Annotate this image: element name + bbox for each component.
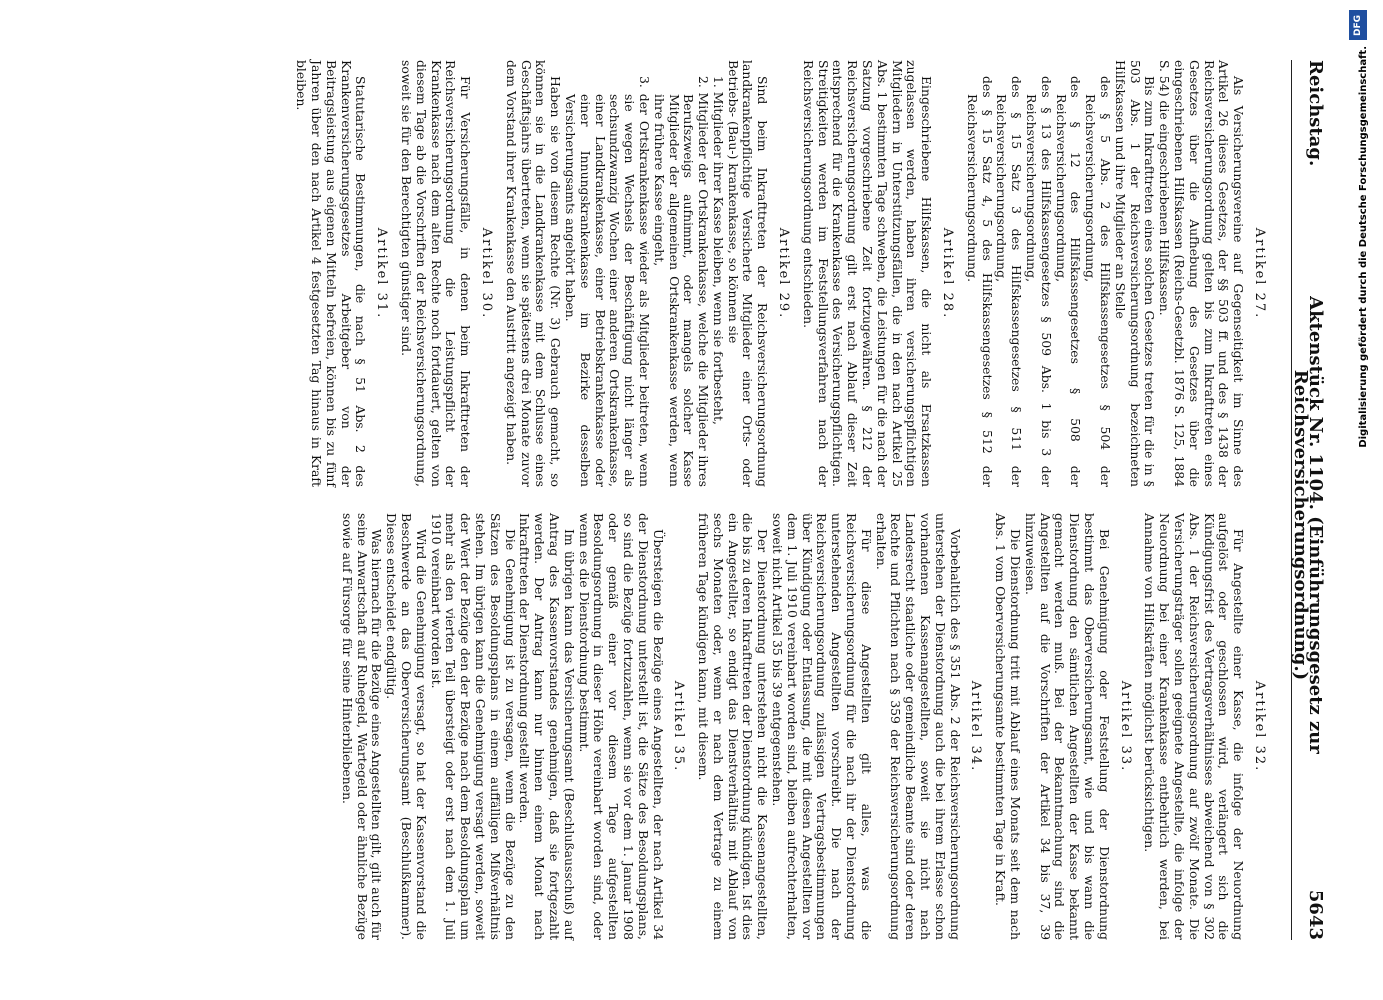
column-left bbox=[98, 60, 1276, 487]
article-28-paragraph-1: Eingeschriebene Hilfskassen, die nicht als Ersatzkassen zugelassen werden, haben ihren versicherungspflichtigen Mitgliedern in Unterstützungsfällen, die in den nach Artikel 25 Abs. 1 bestimmten Tage schweben, die Leistungen für die nach der Satzung vorgeschriebene Zeit fortzugewähren. § 212 der Reichsversicherungsordnung gilt erst nach Ablauf dieser Zeit entsprechend für die Krankenkasse des Versicherungspflichtigen. Streitigkeiten werden im Feststellungsverfahren nach der Reichsversicherungsordnung entschieden. bbox=[800, 60, 935, 487]
list-item: 1. Mitglieder ihrer Kasse bleiben, wenn sie fortbesteht, bbox=[710, 76, 726, 425]
article-29-title: Artikel 29. bbox=[776, 227, 792, 320]
list-item: des § 15 Satz 3 des Hilfskassengesetzes § 511 der Reichsversicherungsordnung, bbox=[994, 76, 1025, 487]
digitization-sidebar bbox=[1351, 0, 1377, 1000]
article-34-paragraph-1: Vorbehaltlich des § 351 Abs. 2 der Reichsversicherungsordnung unterstehen der Dienstordnung auch die bei ihrem Erlasse schon vorhandenen Kassenangestellten, soweit sie nicht nach Landesrecht staatliche oder gemeindliche Beamte sind oder deren Rechte und Pflichten nach § 359 der Reichsversicherungsordnung erhalten. bbox=[873, 513, 963, 940]
article-27-paragraph-2: Bis zum Inkrafttreten eines solchen Gesetzes treten für die in § 503 Abs. 1 der Reichsversicherungsordnung bezeichneten Hilfskassen und ihre Mitglieder an Stelle bbox=[1112, 60, 1158, 487]
article-28-title: Artikel 28. bbox=[940, 227, 956, 320]
digitization-note: Digitalisierung gefördert durch die Deutsche Forschungsgemeinschaft. bbox=[1358, 46, 1369, 448]
article-33-title: Artikel 33. bbox=[1117, 680, 1133, 773]
header-title: Aktenstück Nr. 1104. (Einführungsgesetz zur Reichsversicherungsordnung.) bbox=[1290, 296, 1326, 754]
article-35-paragraph-1: Übersteigen die Bezüge eines Angestellten, der nach Artikel 34 der Dienstordnung unterstellt ist, die Sätze des Besoldungsplans, so sind die Bezüge fortzuzahlen, wenn sie vor dem 1. Januar 1908 oder gemäß einer vor diesem Tage aufgestellten Besoldungsordnung in dieser Höhe vereinbart worden sind, oder wenn es die Dienstordnung bestimmt. bbox=[576, 513, 666, 940]
article-27-list bbox=[964, 60, 1112, 487]
article-33-paragraph-1: Bei Genehmigung oder Feststellung der Dienstordnung bestimmt das Oberversicherungsamt, wie und bis wann die Dienstordnung den sämtlichen Angestellten der Kasse bekannt gemacht werden muß. Bei der Bekanntmachung sind die Angestellten auf die Vorschriften der Artikel 34 bis 37, 39 hinzuweisen. bbox=[1022, 513, 1112, 940]
list-item: des § 15 Satz 4, 5 des Hilfskassengesetzes § 512 der Reichsversicherungsordnung. bbox=[964, 76, 995, 487]
document-page bbox=[98, 60, 1328, 940]
article-30-paragraph-1: Für Versicherungsfälle, in denen beim Inkrafttreten der Reichsversicherungsordnung die Leistungspflicht der Krankenkasse nach dem alten Rechte noch fortdauert, gelten von diesem Tage ab die Vorschriften der Reichsversicherungsordnung, soweit sie für den Berechtigten günstiger sind. bbox=[398, 60, 474, 487]
header-left: Reichstag. bbox=[1305, 60, 1326, 167]
list-item: des § 12 des Hilfskassengesetzes § 508 der Reichsversicherungsordnung, bbox=[1053, 76, 1084, 487]
article-29-paragraph-2: Haben sie von diesem Rechte (Nr. 3) Gebrauch gemacht, so können sie in die Landkrankenkasse mit dem Schlusse eines Geschäftsjahrs übertreten, wenn sie spätestens drei Monate zuvor dem Vorstand ihrer Krankenkasse den Austritt angezeigt haben. bbox=[503, 60, 564, 487]
article-29-list bbox=[562, 60, 725, 487]
text-columns bbox=[98, 60, 1276, 940]
page-number: 5643 bbox=[1305, 889, 1326, 940]
article-30-title: Artikel 30. bbox=[478, 227, 494, 320]
list-item: 2. Mitglieder der Ortskrankenkasse, welche die Mitglieder ihres Berufszweigs aufnimmt, oder mangels solcher Kasse Mitglieder der allgemeinen Ortskrankenkasse werden, wenn ihre frühere Kasse eingeht, bbox=[651, 76, 712, 487]
article-31-paragraph-1: Statutarische Bestimmungen, die nach § 51 Abs. 2 des Krankenversicherungsgesetzes Arbeitgeber von der Beitragsleistung aus eigenen Mitteln befreien, können bis zu fünf Jahren über den nach Artikel 4 festgesetzten Tag hinaus in Kraft bleiben. bbox=[294, 60, 369, 487]
article-33-paragraph-2: Die Dienstordnung tritt mit Ablauf eines Monats seit dem nach Abs. 1 vom Oberversicherungsamte bestimmten Tage in Kraft. bbox=[993, 513, 1024, 940]
list-item: 3. der Ortskrankenkasse wieder als Mitglieder beitreten, wenn sie wegen Wechsels der Beschäftigung nicht länger als sechsundzwanzig Wochen einer anderen Ortskrankenkasse, einer Landkrankenkasse, einer Betriebskrankenkasse oder einer Innungskrankenkasse im Bezirke desselben Versicherungsamts angehört haben. bbox=[562, 76, 652, 487]
article-35-paragraph-5: Was hiernach für die Bezüge eines Angestellten gilt, gilt auch für seine Anwartschaft auf Ruhegeld, Wartegeld oder ähnliche Bezüge sowie auf Fürsorge für seine Hinterbliebenen. bbox=[339, 513, 385, 940]
article-34-title: Artikel 34. bbox=[968, 680, 984, 773]
list-item: des § 5 Abs. 2 des Hilfskassengesetzes § 504 der Reichsversicherungsordnung, bbox=[1083, 76, 1114, 487]
column-right bbox=[98, 513, 1276, 940]
article-27-title: Artikel 27. bbox=[1252, 227, 1267, 320]
article-27-paragraph-1: Als Versicherungsvereine auf Gegenseitigkeit im Sinne des Artikel 26 dieses Gesetzes, der §§ 503 ff. und des § 1438 der Reichsversicherungsordnung gelten bis zum Inkrafttreten eines Gesetzes über die Aufhebung des Gesetzes über die eingeschriebenen Hilfskassen (Reichs-Gesetzbl. 1876 S. 125, 1884 S. 54) die eingeschriebenen Hilfskassen. bbox=[1157, 60, 1247, 487]
dfg-logo: DFG bbox=[1349, 10, 1367, 40]
article-34-paragraph-3: Der Dienstordnung unterstehen nicht die Kassenangestellten, die bis zu deren Inkrafttreten der Dienstordnung kündigen. Ist dies ein Angestellter, so endigt das Dienstverhältnis mit Ablauf von sechs Monaten oder, wenn er nach dem Vertrage zu einem früheren Tage kündigen kann, mit diesem. bbox=[696, 513, 771, 940]
article-32-paragraph-1: Für Angestellte einer Kasse, die infolge der Neuordnung aufgelöst oder geschlossen wird, verlängert sich die Kündigungsfrist des Vertragsverhältnisses abweichend von § 302 Abs. 1 der Reichsversicherungsordnung auf zwölf Monate. Die Versicherungsträger sollen geeignete Angestellte, die infolge der Neuordnung bei einer Krankenkasse entbehrlich werden, bei Annahme von Hilfskräften möglichst berücksichtigen. bbox=[1142, 513, 1247, 940]
article-35-paragraph-4: Wird die Genehmigung versagt, so hat der Kassenvorstand die Beschwerde an das Oberversicherungsamt (Beschlußkammer). Dieses entscheidet endgültig. bbox=[384, 513, 429, 940]
article-34-paragraph-2: Für diese Angestellten gilt alles, was die Reichsversicherungsordnung für die nach ihr der Dienstordnung unterstehenden Angestellten vorschreibt. Die nach der Reichsversicherungsordnung zulässigen Vertragsbestimmungen über Kündigung oder Entlassung, die mit diesen Angestellten vor dem 1. Juli 1910 vereinbart worden sind, bleiben aufrechterhalten, soweit nicht Artikel 35 bis 39 entgegenstehen. bbox=[770, 513, 874, 940]
article-35-paragraph-3: Die Genehmigung ist zu versagen, wenn die Bezüge zu den Sätzen des Besoldungsplans in einem auffälligen Mißverhältnis stehen. Im übrigen kann die Genehmigung versagt werden, soweit der Wert der Bezüge den der Bezüge nach dem Besoldungsplan um mehr als den vierten Teil übersteigt oder erst nach dem 1. Juli 1910 vereinbart worden ist. bbox=[428, 513, 518, 940]
page-header bbox=[1291, 60, 1328, 940]
list-item: des § 13 des Hilfskassengesetzes § 509 Abs. 1 bis 3 der Reichsversicherungsordnung, bbox=[1024, 76, 1054, 487]
article-32-title: Artikel 32. bbox=[1252, 680, 1267, 773]
article-29-paragraph-1: Sind beim Inkrafttreten der Reichsversicherungsordnung landkrankenpflichtige Versicherte Mitglieder einer Orts- oder Betriebs- (Bau-) krankenkasse, so können sie bbox=[725, 60, 771, 487]
article-35-title: Artikel 35. bbox=[671, 680, 687, 773]
article-35-paragraph-2: Im übrigen kann das Versicherungsamt (Beschlußausschuß) auf Antrag des Kassenvorstandes genehmigen, daß sie fortgezahlt werden. Der Antrag kann nur binnen einem Monat nach Inkrafttreten der Dienstordnung gestellt werden. bbox=[517, 513, 577, 940]
article-31-title: Artikel 31. bbox=[374, 227, 390, 320]
